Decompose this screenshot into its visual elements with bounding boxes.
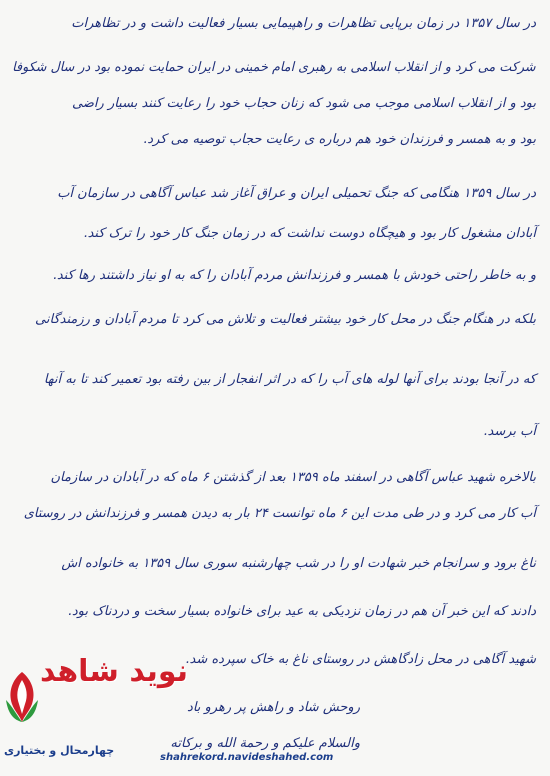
letter-line-12: آب کار می کرد و در طی مدت این ۶ ماه توانست ۲۴ بار به دیدن همسر و فرزندانش در روستای <box>23 506 536 521</box>
letter-line-1: در سال ۱۳۵۷ در زمان برپایی تظاهرات و راهپیمایی بسیار فعالیت داشت و در تظاهرات <box>71 16 536 31</box>
letter-line-6: آبادان مشغول کار بود و هیچگاه دوست نداشت که در زمان جنگ کار خود را ترک کند. <box>83 226 536 241</box>
letter-line-4: بود و به همسر و فرزندان خود هم درباره ی رعایت حجاب توصیه می کرد. <box>143 132 536 147</box>
letter-closing-line: روحش شاد و راهش پر رهرو باد <box>187 700 360 715</box>
letter-line-2: شرکت می کرد و از انقلاب اسلامی به رهبری امام خمینی در ایران حمایت نموده بود در سال شکوفا <box>12 60 536 75</box>
letter-line-11: بالاخره شهید عباس آگاهی در اسفند ماه ۱۳۵۹ بعد از گذشتن ۶ ماه که در آبادان در سازمان <box>50 470 536 485</box>
letter-line-14: دادند که این خبر آن هم در زمان نزدیکی به عید برای خانواده بسیار سخت و دردناک بود. <box>67 604 536 619</box>
letter-line-13: ناغ برود و سرانجام خبر شهادت او را در شب چهارشنبه سوری سال ۱۳۵۹ به خانواده اش <box>61 556 536 571</box>
letter-line-15: شهید آگاهی در محل زادگاهش در روستای ناغ به خاک سپرده شد. <box>185 652 536 667</box>
letter-line-7: و به خاطر راحتی خودش با همسر و فرزندانش مردم آبادان را که به او نیاز داشتند رها کند. <box>52 268 536 283</box>
tulip-emblem-icon <box>2 670 42 724</box>
letter-salutation-line: والسلام علیکم و رحمة الله و برکاته <box>170 736 360 751</box>
site-url: shahrekord.navideshahed.com <box>160 752 334 763</box>
navideshahed-logo <box>0 648 189 776</box>
letter-line-10: آب برسد. <box>483 424 536 439</box>
logo-title: نوید شاهد <box>40 654 189 689</box>
letter-line-5: در سال ۱۳۵۹ هنگامی که جنگ تحمیلی ایران و عراق آغاز شد عباس آگاهی در سازمان آب <box>57 186 536 201</box>
letter-line-8: بلکه در هنگام جنگ در محل کار خود بیشتر فعالیت و تلاش می کرد تا مردم آبادان و رزمندگانی <box>35 312 536 327</box>
letter-line-9: که در آنجا بودند برای آنها لوله های آب را که در اثر انفجار از بین رفته بود تعمیر کند تا به آنها <box>43 372 536 387</box>
logo-subtitle: چهارمحال و بختیاری <box>4 744 115 757</box>
letter-line-3: بود و از انقلاب اسلامی موجب می شود که زنان حجاب خود را رعایت کنند بسیار راضی <box>72 96 536 111</box>
